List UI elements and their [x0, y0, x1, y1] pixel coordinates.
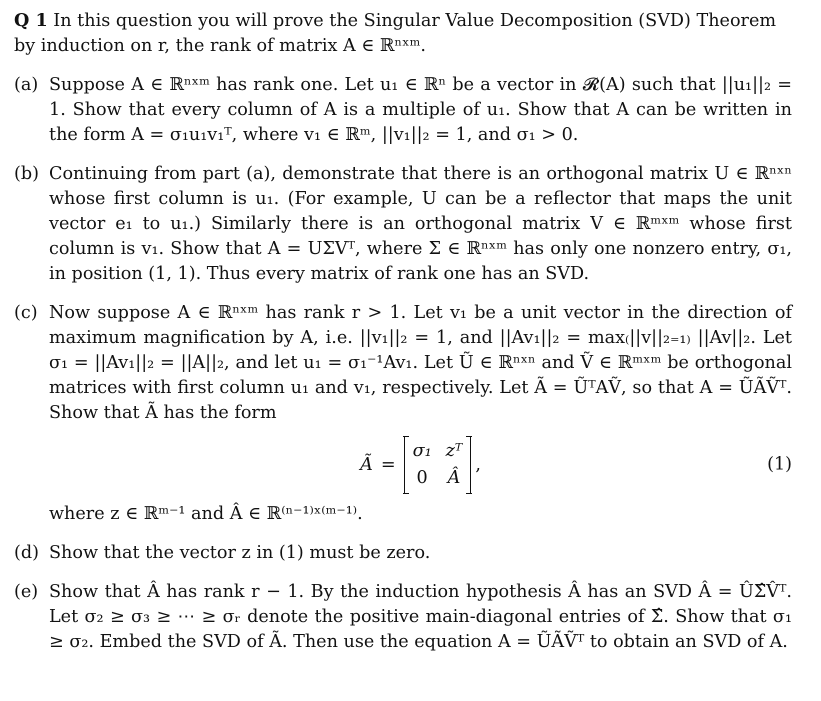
question-text: In this question you will prove the Singular Value Decomposition (SVD) Theorem by induction on r, the rank of matrix A ∈ ℝⁿˣᵐ.: [14, 11, 777, 56]
part-label: (e): [14, 582, 39, 602]
question-label: Q 1: [14, 10, 48, 31]
equation-comma: ,: [475, 454, 481, 475]
part-b: [14, 162, 792, 287]
equation-number: (1): [767, 454, 792, 475]
equation-equals: =: [380, 454, 396, 475]
part-label: (d): [14, 543, 39, 563]
part-b-text: Continuing from part (a), demonstrate that there is an orthogonal matrix U ∈ ℝⁿˣⁿ whose first column is u₁. (For example, U can be a reflector that maps the unit vector e₁ to u₁.) Similarly there is an orthogonal matrix V ∈ ℝᵐˣᵐ whose first column is v₁. Show that A = UΣVᵀ, where Σ ∈ ℝⁿˣᵐ has only one nonzero entry, σ₁, in position (1, 1). Thus every matrix of rank one has an SVD.: [49, 164, 792, 284]
part-body: [49, 162, 792, 287]
equation-1: [49, 432, 792, 498]
part-body: [49, 580, 792, 655]
matrix-cell-a-hat: Â: [447, 468, 461, 488]
part-c-after-text: where z ∈ ℝᵐ⁻¹ and Â ∈ ℝ⁽ⁿ⁻¹⁾ˣ⁽ᵐ⁻¹⁾.: [49, 504, 363, 524]
block-matrix: [404, 437, 472, 493]
part-body: [49, 541, 792, 566]
part-d: [14, 541, 792, 566]
part-label: (b): [14, 164, 39, 184]
part-label: (c): [14, 303, 38, 323]
part-c-text: Now suppose A ∈ ℝⁿˣᵐ has rank r > 1. Let v₁ be a unit vector in the direction of maximum magnification by A, i.e. ||v₁||₂ = 1, and ||Av₁||₂ = max₍||v||₂₌₁₎ ||Av||₂. Let σ₁ = ||Av₁||₂ = ||A||₂, and let u₁ = σ₁⁻¹Av₁. Let Ũ ∈ ℝⁿˣⁿ and Ṽ ∈ ℝᵐˣᵐ be orthogonal matrices with first column u₁ and v₁, respectively. Let Ã = ŨᵀAṼ, so that A = ŨÃṼᵀ. Show that Ã has the form: [49, 303, 792, 423]
part-d-text: Show that the vector z in (1) must be zero.: [49, 543, 431, 563]
part-label: (a): [14, 75, 39, 95]
part-e: [14, 580, 792, 655]
part-a: [14, 73, 792, 148]
equation-lhs: Ã: [360, 454, 373, 475]
part-body: [49, 301, 792, 527]
matrix-cell-zero: 0: [416, 468, 428, 488]
document-page: [14, 8, 792, 655]
matrix-cell-z-transpose: zᵀ: [445, 441, 463, 461]
part-c: [14, 301, 792, 527]
part-e-text: Show that Â has rank r − 1. By the induction hypothesis Â has an SVD Â = ÛΣ̂V̂ᵀ. Let σ₂ ≥ σ₃ ≥ ⋯ ≥ σᵣ denote the positive main-diagonal entries of Σ̂. Show that σ₁ ≥ σ₂. Embed the SVD of Ã. Then use the equation A = ŨÃṼᵀ to obtain an SVD of A.: [49, 582, 792, 652]
matrix-cell-sigma1: σ₁: [412, 441, 432, 461]
part-a-text: Suppose A ∈ ℝⁿˣᵐ has rank one. Let u₁ ∈ ℝⁿ be a vector in 𝓡(A) such that ||u₁||₂ = 1. Show that every column of A is a multiple of u₁. Show that A can be written in the form A = σ₁u₁v₁ᵀ, where v₁ ∈ ℝᵐ, ||v₁||₂ = 1, and σ₁ > 0.: [49, 75, 792, 145]
question-header: [14, 8, 792, 59]
part-body: [49, 73, 792, 148]
